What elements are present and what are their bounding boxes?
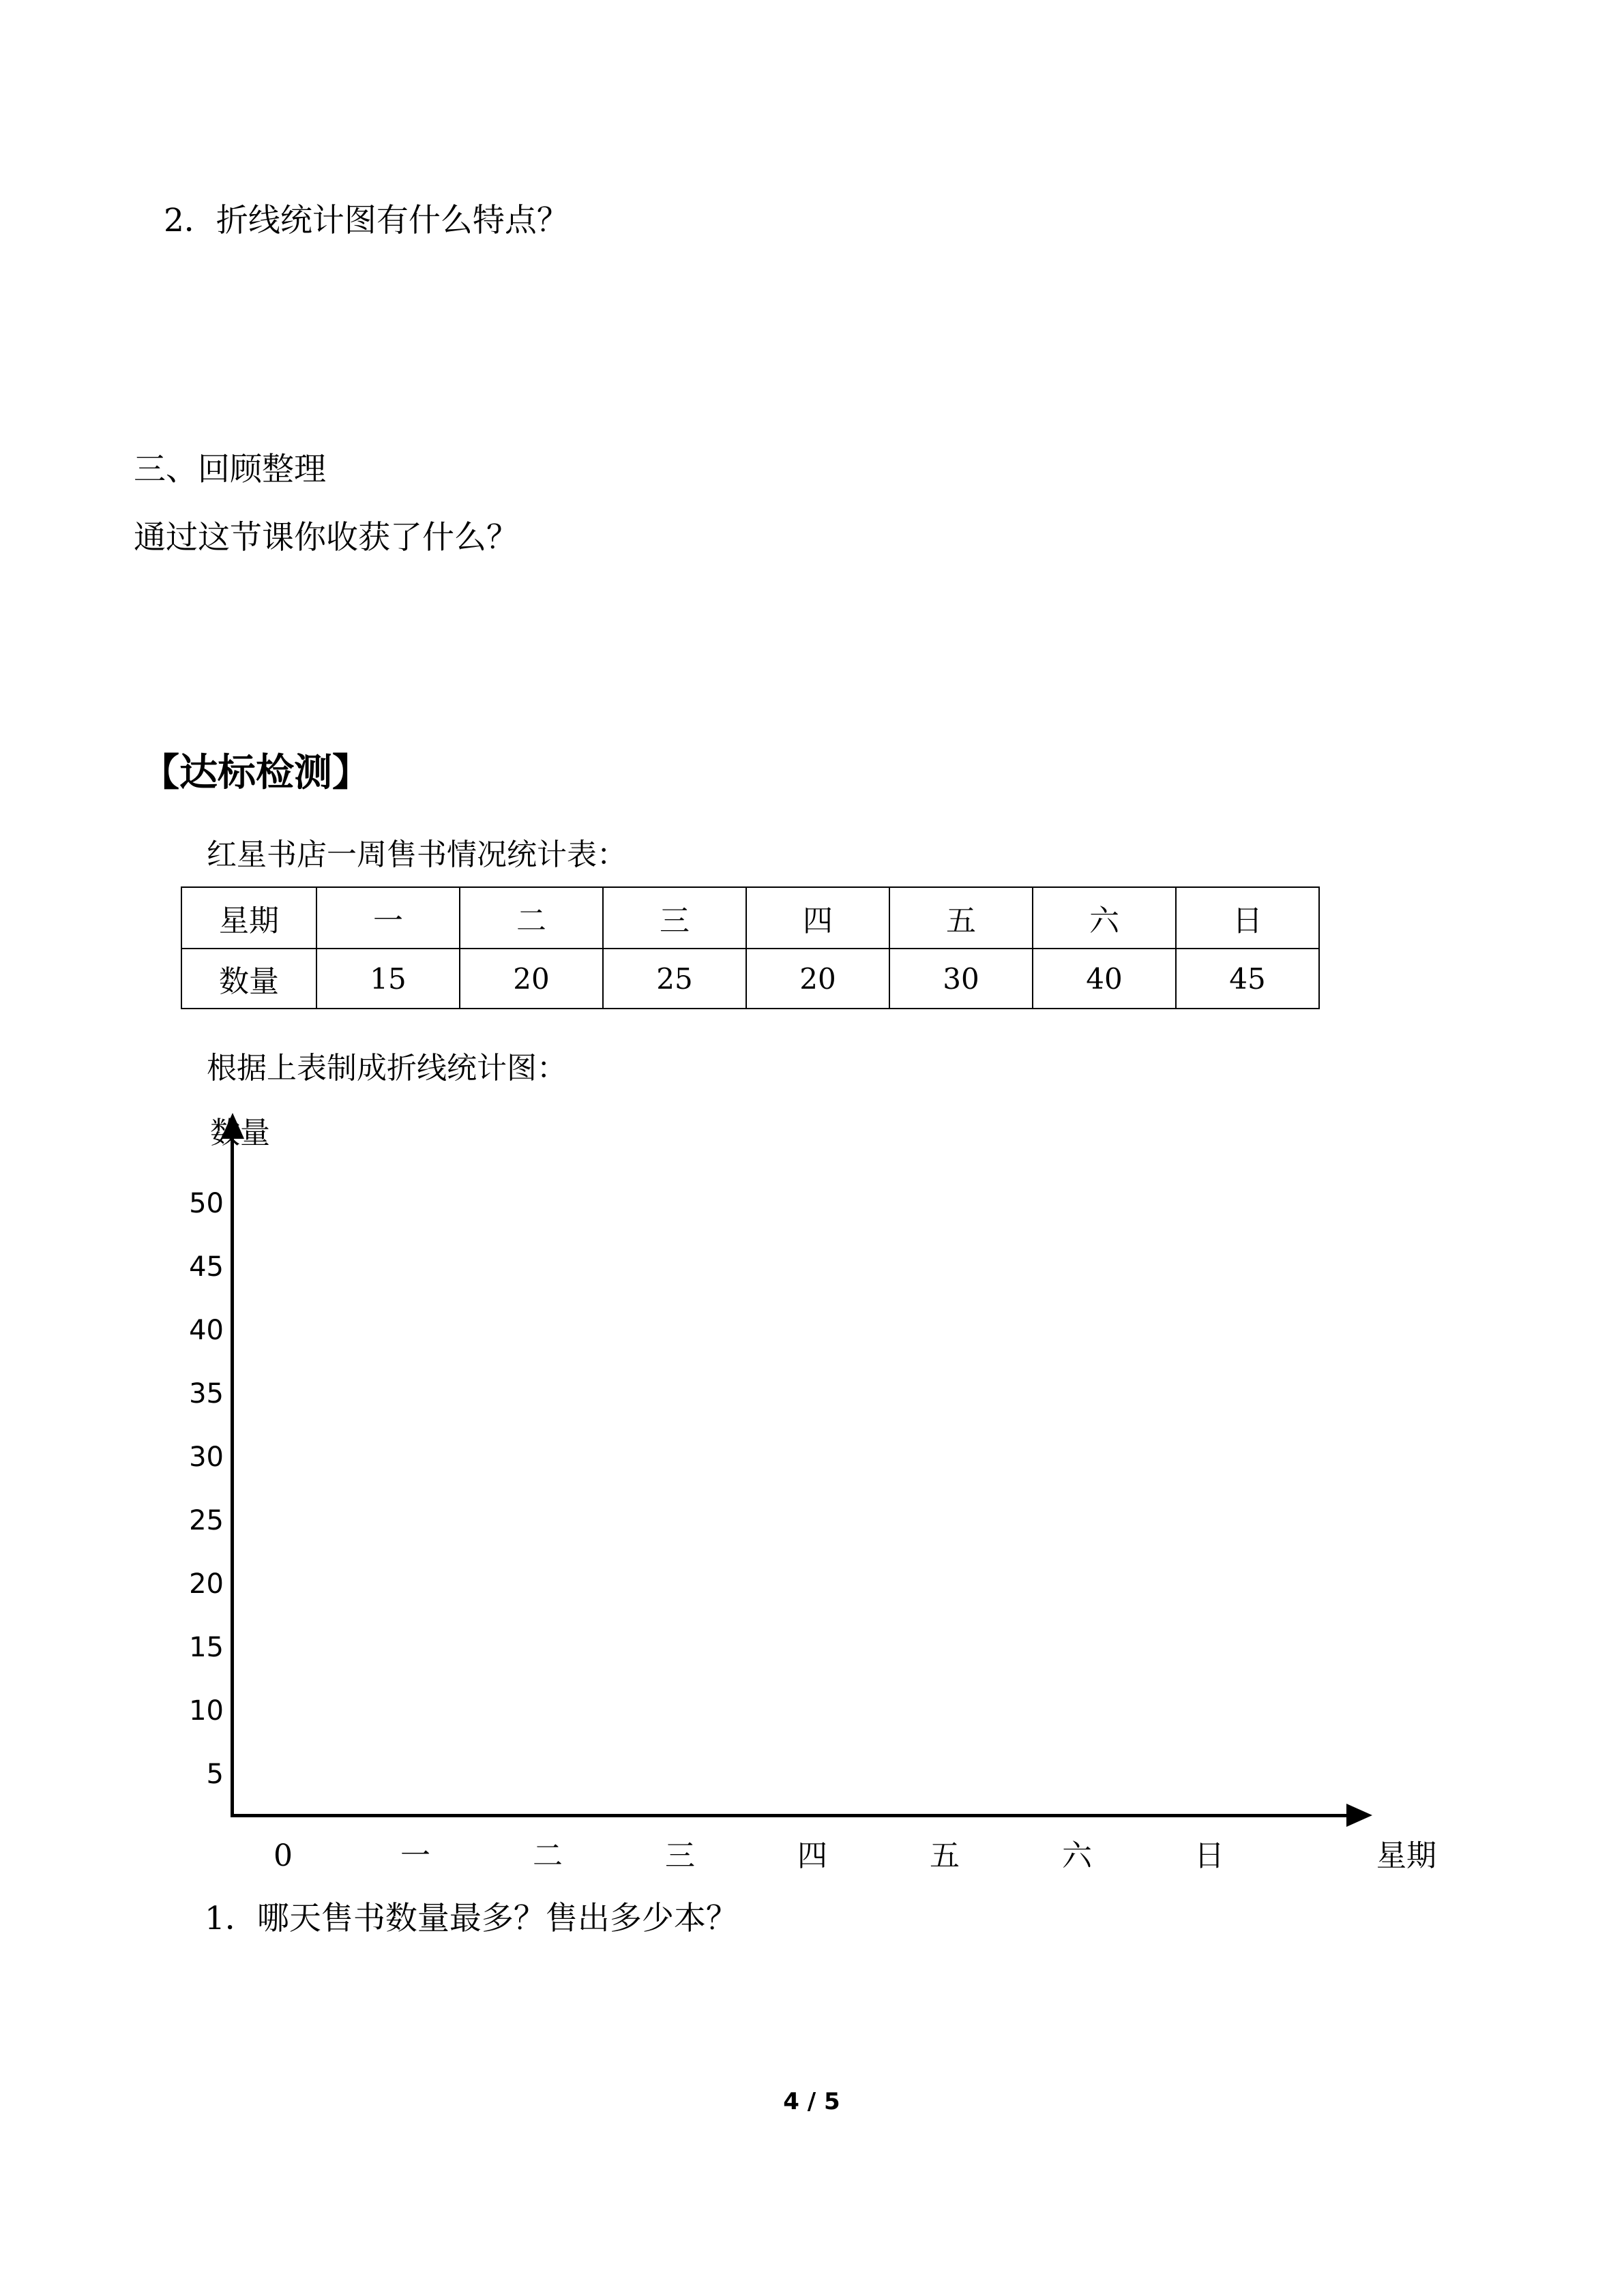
table-cell-day-3: 三 — [603, 887, 746, 949]
x-tick-label-thu: 四 — [797, 1838, 827, 1873]
y-tick-label-40: 40 — [189, 1315, 224, 1346]
section-three-prompt: 通过这节课你收获了什么？ — [134, 519, 518, 556]
table-cell-qty-1: 15 — [316, 949, 460, 1009]
y-tick-label-10: 10 — [189, 1695, 224, 1727]
page-footer: 4 / 5 — [783, 2088, 840, 2115]
table-cell-qty-3: 25 — [603, 949, 746, 1009]
table-caption: 红星书店一周售书情况统计表： — [207, 837, 627, 872]
y-tick-label-5: 5 — [206, 1759, 224, 1790]
x-tick-label-tue: 二 — [533, 1838, 563, 1873]
table-cell-qty-6: 40 — [1033, 949, 1176, 1009]
table-cell-qty-7: 45 — [1176, 949, 1319, 1009]
x-axis-arrow-icon — [1346, 1804, 1372, 1827]
table-cell-qty-5: 30 — [889, 949, 1033, 1009]
table-cell-day-1: 一 — [316, 887, 460, 949]
x-tick-label-wed: 三 — [665, 1838, 695, 1873]
y-tick-label-35: 35 — [189, 1378, 224, 1410]
y-axis-line — [231, 1132, 234, 1817]
section-three-title: 三、回顾整理 — [134, 451, 326, 488]
table-cell-qty-2: 20 — [460, 949, 603, 1009]
y-tick-label-15: 15 — [189, 1632, 224, 1663]
y-tick-label-20: 20 — [189, 1568, 224, 1600]
chart-instruction-text: 根据上表制成折线统计图： — [207, 1051, 567, 1086]
x-axis-line — [231, 1814, 1349, 1817]
x-tick-label-0: 0 — [274, 1838, 293, 1873]
table-cell-day-4: 四 — [746, 887, 889, 949]
x-tick-label-sat: 六 — [1062, 1838, 1092, 1873]
question-2-text: 2．折线统计图有什么特点？ — [164, 202, 569, 239]
test-section-heading: 【达标检测】 — [141, 750, 370, 795]
x-tick-label-fri: 五 — [930, 1838, 960, 1873]
y-tick-label-45: 45 — [189, 1251, 224, 1283]
y-axis-title: 数量 — [210, 1116, 270, 1150]
table-cell-day-5: 五 — [889, 887, 1033, 949]
x-axis-title: 星期 — [1376, 1838, 1436, 1873]
y-tick-label-25: 25 — [189, 1505, 224, 1536]
x-tick-label-mon: 一 — [400, 1838, 430, 1873]
table-row-label-weekday: 星期 — [181, 887, 316, 949]
table-row-label-quantity: 数量 — [181, 949, 316, 1009]
table-cell-day-7: 日 — [1176, 887, 1319, 949]
table-cell-day-2: 二 — [460, 887, 603, 949]
x-tick-label-sun: 日 — [1194, 1838, 1224, 1873]
y-tick-label-50: 50 — [189, 1188, 224, 1219]
table-cell-qty-4: 20 — [746, 949, 889, 1009]
table-cell-day-6: 六 — [1033, 887, 1176, 949]
y-tick-label-30: 30 — [189, 1442, 224, 1473]
question-1-text: 1．哪天售书数量最多？售出多少本？ — [205, 1900, 738, 1937]
